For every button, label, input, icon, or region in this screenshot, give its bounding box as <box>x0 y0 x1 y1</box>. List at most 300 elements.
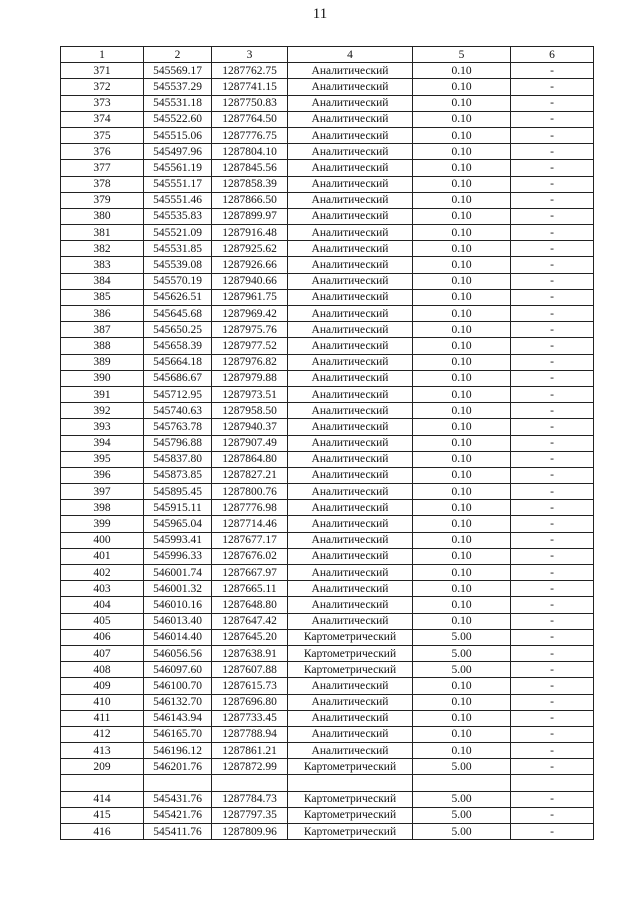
table-cell: 403 <box>61 581 144 597</box>
table-cell: 545965.04 <box>144 516 212 532</box>
table-cell: Аналитический <box>288 451 413 467</box>
table-cell: Аналитический <box>288 419 413 435</box>
table-cell: 546013.40 <box>144 613 212 629</box>
table-cell: 0.10 <box>413 678 511 694</box>
table-cell: 416 <box>61 824 144 840</box>
table-cell: 1287925.62 <box>212 241 288 257</box>
table-cell: 546196.12 <box>144 743 212 759</box>
table-cell: 545522.60 <box>144 111 212 127</box>
table-cell: 0.10 <box>413 63 511 79</box>
table-cell: - <box>511 111 594 127</box>
table-cell: 0.10 <box>413 597 511 613</box>
table-cell: 545740.63 <box>144 403 212 419</box>
table-cell: - <box>511 613 594 629</box>
table-cell: Картометрический <box>288 629 413 645</box>
table-cell: 545915.11 <box>144 500 212 516</box>
table-cell: 0.10 <box>413 500 511 516</box>
table-cell: 0.10 <box>413 743 511 759</box>
table-cell: 545626.51 <box>144 289 212 305</box>
table-cell: 0.10 <box>413 160 511 176</box>
table-cell: 1287800.76 <box>212 484 288 500</box>
table-cell: 545431.76 <box>144 791 212 807</box>
table-cell: Аналитический <box>288 127 413 143</box>
table-cell: - <box>511 95 594 111</box>
table-cell: - <box>511 791 594 807</box>
table-cell: 1287764.50 <box>212 111 288 127</box>
table-cell: 402 <box>61 565 144 581</box>
table-row <box>61 484 594 500</box>
table-cell: 1287750.83 <box>212 95 288 111</box>
table-cell: - <box>511 79 594 95</box>
table-cell: Аналитический <box>288 467 413 483</box>
table-cell: 383 <box>61 257 144 273</box>
table-cell: 1287676.02 <box>212 548 288 564</box>
table-cell: 401 <box>61 548 144 564</box>
table-cell: 379 <box>61 192 144 208</box>
table-row <box>61 354 594 370</box>
table-cell: 0.10 <box>413 403 511 419</box>
table-cell: - <box>511 451 594 467</box>
table-cell: 414 <box>61 791 144 807</box>
table-cell: 0.10 <box>413 208 511 224</box>
table-row <box>61 629 594 645</box>
table-row <box>61 63 594 79</box>
table-cell: Аналитический <box>288 726 413 742</box>
table-cell: 545569.17 <box>144 63 212 79</box>
table-cell: 1287733.45 <box>212 710 288 726</box>
table-cell: Аналитический <box>288 354 413 370</box>
table-cell: - <box>511 370 594 386</box>
table-cell: 1287969.42 <box>212 306 288 322</box>
table-cell: 545873.85 <box>144 467 212 483</box>
table-cell: 5.00 <box>413 645 511 661</box>
table-cell: 0.10 <box>413 710 511 726</box>
table-cell: - <box>511 225 594 241</box>
table-cell: 0.10 <box>413 273 511 289</box>
table-cell: 5.00 <box>413 824 511 840</box>
coordinates-table <box>60 46 594 840</box>
table-cell: - <box>511 386 594 402</box>
table-row <box>61 338 594 354</box>
table-cell: - <box>511 241 594 257</box>
table-cell: - <box>511 160 594 176</box>
table-cell: 0.10 <box>413 467 511 483</box>
table-row <box>61 386 594 402</box>
table-cell: 397 <box>61 484 144 500</box>
table-cell: - <box>511 645 594 661</box>
table-cell: - <box>511 694 594 710</box>
table-row <box>61 257 594 273</box>
table-cell: 0.10 <box>413 79 511 95</box>
table-cell: Аналитический <box>288 322 413 338</box>
table-row <box>61 516 594 532</box>
table-cell: Аналитический <box>288 225 413 241</box>
table-cell: 385 <box>61 289 144 305</box>
table-cell: Аналитический <box>288 192 413 208</box>
table-cell: 0.10 <box>413 257 511 273</box>
table-cell: 0.10 <box>413 726 511 742</box>
table-cell: 0.10 <box>413 95 511 111</box>
table-cell: - <box>511 484 594 500</box>
table-cell: 1287827.21 <box>212 467 288 483</box>
table-cell: - <box>511 581 594 597</box>
table-row <box>61 403 594 419</box>
table-row <box>61 322 594 338</box>
table-cell: Аналитический <box>288 581 413 597</box>
table-cell: 545411.76 <box>144 824 212 840</box>
table-row <box>61 467 594 483</box>
table-cell: 209 <box>61 759 144 775</box>
table-cell: - <box>511 208 594 224</box>
table-cell <box>413 775 511 791</box>
table-cell: Аналитический <box>288 95 413 111</box>
table-cell <box>61 775 144 791</box>
table-cell: 0.10 <box>413 306 511 322</box>
table-cell: 545531.18 <box>144 95 212 111</box>
table-cell: 373 <box>61 95 144 111</box>
table-cell: 394 <box>61 435 144 451</box>
table-cell: - <box>511 726 594 742</box>
table-cell: 545497.96 <box>144 144 212 160</box>
table-cell: 5.00 <box>413 791 511 807</box>
table-cell: 0.10 <box>413 241 511 257</box>
table-cell: - <box>511 63 594 79</box>
table-cell: Аналитический <box>288 241 413 257</box>
table-cell: 545664.18 <box>144 354 212 370</box>
table-cell: 389 <box>61 354 144 370</box>
table-cell: 0.10 <box>413 322 511 338</box>
table-cell: 1287866.50 <box>212 192 288 208</box>
table-row <box>61 144 594 160</box>
table-cell: 545837.80 <box>144 451 212 467</box>
table-cell: Аналитический <box>288 111 413 127</box>
table-cell: 0.10 <box>413 354 511 370</box>
table-row <box>61 726 594 742</box>
table-cell: Аналитический <box>288 613 413 629</box>
table-cell: 0.10 <box>413 694 511 710</box>
table-cell: Аналитический <box>288 144 413 160</box>
table-cell: Аналитический <box>288 484 413 500</box>
column-header: 4 <box>288 47 413 63</box>
table-cell: 1287940.37 <box>212 419 288 435</box>
table-cell: 1287665.11 <box>212 581 288 597</box>
table-cell: 384 <box>61 273 144 289</box>
table-cell: 411 <box>61 710 144 726</box>
table-row <box>61 791 594 807</box>
column-header: 1 <box>61 47 144 63</box>
table-cell: - <box>511 743 594 759</box>
table-cell: 1287648.80 <box>212 597 288 613</box>
table-cell: 391 <box>61 386 144 402</box>
table-cell: - <box>511 807 594 823</box>
table-cell: 1287647.42 <box>212 613 288 629</box>
table-cell: - <box>511 678 594 694</box>
table-row <box>61 548 594 564</box>
table-cell: 546056.56 <box>144 645 212 661</box>
table-row <box>61 678 594 694</box>
table-cell: 0.10 <box>413 484 511 500</box>
table-cell: Аналитический <box>288 160 413 176</box>
table-cell: 405 <box>61 613 144 629</box>
table-cell: 1287916.48 <box>212 225 288 241</box>
table-cell: - <box>511 759 594 775</box>
table-row <box>61 370 594 386</box>
table-cell: 1287638.91 <box>212 645 288 661</box>
table-cell: Картометрический <box>288 824 413 840</box>
table-cell: Аналитический <box>288 516 413 532</box>
table-cell: 1287861.21 <box>212 743 288 759</box>
table-row <box>61 662 594 678</box>
table-cell: 372 <box>61 79 144 95</box>
table-row <box>61 289 594 305</box>
table-cell: - <box>511 435 594 451</box>
table-cell <box>511 775 594 791</box>
table-cell: 545551.17 <box>144 176 212 192</box>
table-cell: Аналитический <box>288 678 413 694</box>
table-cell: - <box>511 597 594 613</box>
table-row <box>61 710 594 726</box>
table-cell: 1287872.99 <box>212 759 288 775</box>
table-cell: Аналитический <box>288 63 413 79</box>
table-cell: 545996.33 <box>144 548 212 564</box>
table-cell: 406 <box>61 629 144 645</box>
table-cell: - <box>511 467 594 483</box>
table-cell: 1287776.75 <box>212 127 288 143</box>
table-cell: 5.00 <box>413 629 511 645</box>
table-header <box>61 47 594 63</box>
table-cell: Картометрический <box>288 807 413 823</box>
table-row <box>61 500 594 516</box>
table-cell: 546143.94 <box>144 710 212 726</box>
table-cell: Картометрический <box>288 759 413 775</box>
table-cell: 1287615.73 <box>212 678 288 694</box>
table-cell: 1287864.80 <box>212 451 288 467</box>
table-cell: Аналитический <box>288 257 413 273</box>
table-cell: 0.10 <box>413 370 511 386</box>
table-cell: 378 <box>61 176 144 192</box>
table-cell: 1287926.66 <box>212 257 288 273</box>
table-row <box>61 775 594 791</box>
table-cell: 396 <box>61 467 144 483</box>
table-cell: 0.10 <box>413 225 511 241</box>
table-cell: 381 <box>61 225 144 241</box>
table-cell: 546132.70 <box>144 694 212 710</box>
table-cell: 410 <box>61 694 144 710</box>
table-row <box>61 581 594 597</box>
table-cell: Аналитический <box>288 79 413 95</box>
table-cell: Аналитический <box>288 710 413 726</box>
table-cell: 1287762.75 <box>212 63 288 79</box>
table-cell: 1287973.51 <box>212 386 288 402</box>
table-cell: 1287645.20 <box>212 629 288 645</box>
table-cell: Аналитический <box>288 273 413 289</box>
table-cell: 5.00 <box>413 662 511 678</box>
table-cell: - <box>511 824 594 840</box>
table-row <box>61 208 594 224</box>
table-row <box>61 273 594 289</box>
table-cell: 0.10 <box>413 581 511 597</box>
table-cell: - <box>511 354 594 370</box>
table-cell: 0.10 <box>413 386 511 402</box>
table-cell: 393 <box>61 419 144 435</box>
table-cell: 1287858.39 <box>212 176 288 192</box>
table-cell: 1287797.35 <box>212 807 288 823</box>
table-row <box>61 225 594 241</box>
table-cell: 1287975.76 <box>212 322 288 338</box>
table-cell: 1287809.96 <box>212 824 288 840</box>
table-cell: Картометрический <box>288 662 413 678</box>
table-cell: 413 <box>61 743 144 759</box>
table-cell <box>144 775 212 791</box>
table-cell <box>288 775 413 791</box>
table-cell: 545521.09 <box>144 225 212 241</box>
table-cell: - <box>511 662 594 678</box>
table-cell: 546097.60 <box>144 662 212 678</box>
table-cell: 1287979.88 <box>212 370 288 386</box>
table-cell: 380 <box>61 208 144 224</box>
table-cell: 1287607.88 <box>212 662 288 678</box>
table-cell: 545531.85 <box>144 241 212 257</box>
table-cell: Аналитический <box>288 743 413 759</box>
table-cell: Аналитический <box>288 532 413 548</box>
table-cell: 5.00 <box>413 807 511 823</box>
table-cell: 392 <box>61 403 144 419</box>
table-cell: Аналитический <box>288 548 413 564</box>
table-cell: 382 <box>61 241 144 257</box>
table-cell: 1287845.56 <box>212 160 288 176</box>
table-cell: 1287677.17 <box>212 532 288 548</box>
table-cell: 0.10 <box>413 548 511 564</box>
table-row <box>61 807 594 823</box>
table-cell: - <box>511 127 594 143</box>
table-cell: 545650.25 <box>144 322 212 338</box>
table-cell: 404 <box>61 597 144 613</box>
table-cell: 398 <box>61 500 144 516</box>
table-cell: 1287741.15 <box>212 79 288 95</box>
table-cell: 386 <box>61 306 144 322</box>
table-row <box>61 743 594 759</box>
table-cell: Аналитический <box>288 289 413 305</box>
table-row <box>61 241 594 257</box>
table-cell: - <box>511 144 594 160</box>
table-cell: Картометрический <box>288 645 413 661</box>
table-cell: 0.10 <box>413 338 511 354</box>
table-cell: Аналитический <box>288 694 413 710</box>
table-cell: 377 <box>61 160 144 176</box>
table-cell: 374 <box>61 111 144 127</box>
table-cell: - <box>511 500 594 516</box>
table-cell: 546001.32 <box>144 581 212 597</box>
table-cell: 545561.19 <box>144 160 212 176</box>
table-cell: - <box>511 565 594 581</box>
table-cell: Аналитический <box>288 338 413 354</box>
table-cell: 5.00 <box>413 759 511 775</box>
table-cell: 0.10 <box>413 613 511 629</box>
table-cell: Аналитический <box>288 500 413 516</box>
table-cell: 1287788.94 <box>212 726 288 742</box>
table-cell: 545539.08 <box>144 257 212 273</box>
table-cell: 545421.76 <box>144 807 212 823</box>
table-row <box>61 127 594 143</box>
table-cell: 1287696.80 <box>212 694 288 710</box>
table-cell: 1287907.49 <box>212 435 288 451</box>
table-cell: 545515.06 <box>144 127 212 143</box>
table-row <box>61 597 594 613</box>
table-row <box>61 306 594 322</box>
table-cell: - <box>511 338 594 354</box>
table-row <box>61 824 594 840</box>
table-row <box>61 111 594 127</box>
table-row <box>61 160 594 176</box>
column-header: 3 <box>212 47 288 63</box>
table-cell: 545796.88 <box>144 435 212 451</box>
table-cell: 0.10 <box>413 516 511 532</box>
table-row <box>61 79 594 95</box>
table-cell: Аналитический <box>288 176 413 192</box>
table-cell: - <box>511 322 594 338</box>
table-cell: 1287784.73 <box>212 791 288 807</box>
table-cell: 0.10 <box>413 532 511 548</box>
column-header: 2 <box>144 47 212 63</box>
table-cell: 1287976.82 <box>212 354 288 370</box>
table-cell: 545551.46 <box>144 192 212 208</box>
table-cell: 545895.45 <box>144 484 212 500</box>
table-cell: - <box>511 176 594 192</box>
header-row <box>61 47 594 63</box>
table-body <box>61 63 594 840</box>
table-cell: 395 <box>61 451 144 467</box>
table-cell: Аналитический <box>288 208 413 224</box>
table-cell: 412 <box>61 726 144 742</box>
table-cell: 545535.83 <box>144 208 212 224</box>
table-row <box>61 451 594 467</box>
table-cell: 546165.70 <box>144 726 212 742</box>
table-cell: 0.10 <box>413 192 511 208</box>
table-cell: - <box>511 289 594 305</box>
table-cell: Аналитический <box>288 386 413 402</box>
table-cell: 387 <box>61 322 144 338</box>
column-header: 6 <box>511 47 594 63</box>
page-number: 11 <box>312 6 328 22</box>
table-cell: - <box>511 532 594 548</box>
table-cell: 0.10 <box>413 289 511 305</box>
table-cell: 0.10 <box>413 127 511 143</box>
table-cell: 0.10 <box>413 144 511 160</box>
table-cell: Аналитический <box>288 565 413 581</box>
table-cell: 390 <box>61 370 144 386</box>
table-cell: 399 <box>61 516 144 532</box>
table-cell: - <box>511 192 594 208</box>
table-row <box>61 95 594 111</box>
table-cell: Картометрический <box>288 791 413 807</box>
table-cell: Аналитический <box>288 597 413 613</box>
table-cell: 400 <box>61 532 144 548</box>
table-cell: - <box>511 548 594 564</box>
table-cell: 408 <box>61 662 144 678</box>
table-cell: 1287899.97 <box>212 208 288 224</box>
table-cell: 546100.70 <box>144 678 212 694</box>
table-row <box>61 645 594 661</box>
table-cell: 0.10 <box>413 111 511 127</box>
table-cell: 1287940.66 <box>212 273 288 289</box>
table-cell: - <box>511 306 594 322</box>
table-row <box>61 532 594 548</box>
table-cell: 0.10 <box>413 435 511 451</box>
table-cell: 1287804.10 <box>212 144 288 160</box>
table-cell: 1287714.46 <box>212 516 288 532</box>
table-cell: 1287977.52 <box>212 338 288 354</box>
table-cell: 1287961.75 <box>212 289 288 305</box>
